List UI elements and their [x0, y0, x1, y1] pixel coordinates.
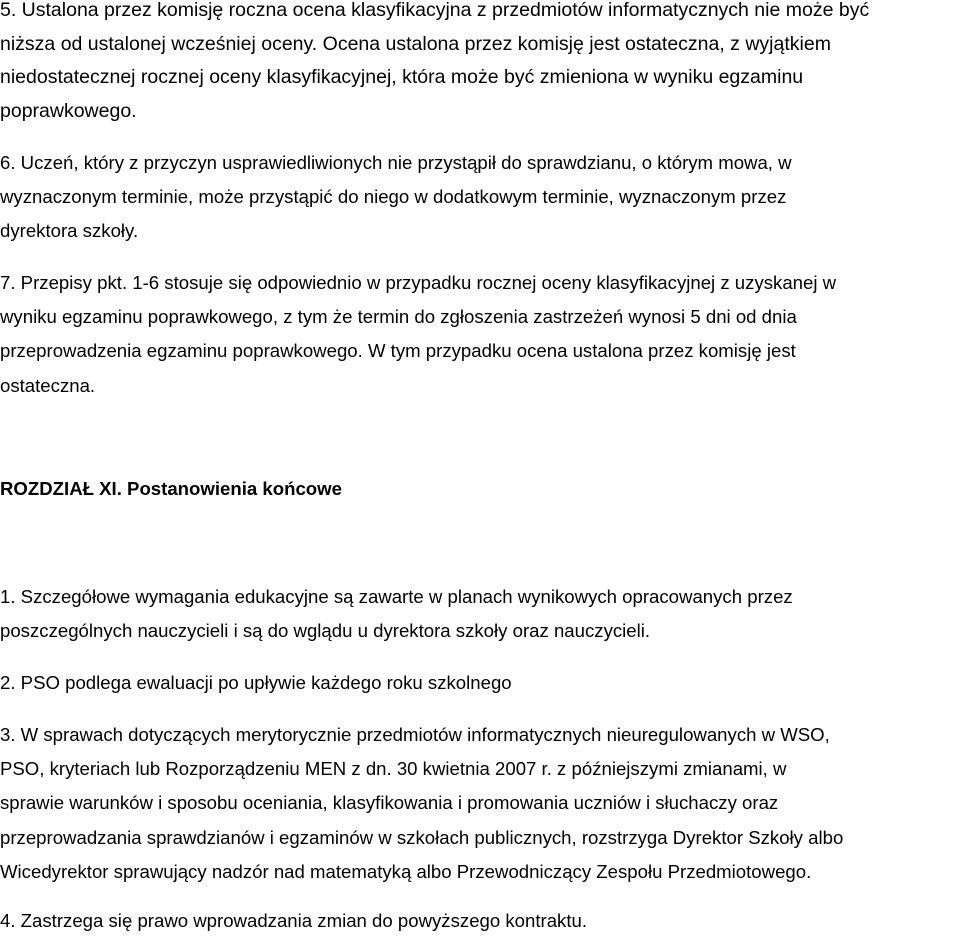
paragraph-line: przeprowadzania sprawdzianów i egzaminów w szkołach publicznych, rozstrzyga Dyrektor Szkoły albo [0, 826, 844, 848]
final-paragraph-1 [0, 580, 793, 648]
final-paragraph-3 [0, 718, 843, 889]
paragraph-line: 4. Zastrzega się prawo wprowadzania zmian do powyższego kontraktu. [0, 910, 588, 931]
paragraph-line: PSO, kryteriach lub Rozporządzeniu MEN z dn. 30 kwietnia 2007 r. z późniejszymi zmianami, w [0, 758, 787, 780]
paragraph-6 [0, 146, 792, 249]
paragraph-line: dyrektora szkoły. [0, 220, 139, 242]
paragraph-line: wyznaczonym terminie, może przystąpić do niego w dodatkowym terminie, wyznaczonym przez [0, 186, 787, 208]
paragraph-line: niedostatecznej rocznej oceny klasyfikacyjnej, która może być zmieniona w wyniku egzaminu [0, 66, 804, 89]
final-paragraph-2 [0, 666, 512, 700]
paragraph-line: 1. Szczegółowe wymagania edukacyjne są zawarte w planach wynikowych opracowanych przez [0, 586, 793, 607]
paragraph-line: 2. PSO podlega ewaluacji po upływie każdego roku szkolnego [0, 672, 512, 693]
paragraph-line: sprawie warunków i sposobu oceniania, klasyfikowania i promowania uczniów i słuchaczy oraz [0, 792, 779, 814]
paragraph-line: ostateczna. [0, 374, 96, 396]
paragraph-line: wyniku egzaminu poprawkowego, z tym że termin do zgłoszenia zastrzeżeń wynosi 5 dni od dnia [0, 306, 797, 328]
paragraph-line: 7. Przepisy pkt. 1-6 stosuje się odpowiednio w przypadku rocznej oceny klasyfikacyjnej z uzyskanej w [0, 272, 837, 293]
paragraph-5 [0, 0, 869, 128]
paragraph-line: 5. Ustalona przez komisję roczna ocena klasyfikacyjna z przedmiotów informatycznych nie może być [0, 0, 870, 21]
paragraph-line: przeprowadzenia egzaminu poprawkowego. W tym przypadku ocena ustalona przez komisję jest [0, 340, 796, 362]
chapter-heading: ROZDZIAŁ XI. Postanowienia końcowe [0, 478, 342, 499]
paragraph-line: niższa od ustalonej wcześniej oceny. Ocena ustalona przez komisję jest ostateczna, z wyjątkiem [0, 32, 831, 55]
paragraph-line: Wicedyrektor sprawujący nadzór nad matematyką albo Przewodniczący Zespołu Przedmiotowego. [0, 860, 812, 882]
paragraph-line: poszczególnych nauczycieli i są do wglądu u dyrektora szkoły oraz nauczycieli. [0, 620, 651, 642]
final-paragraph-4 [0, 904, 587, 938]
paragraph-line: poprawkowego. [0, 99, 137, 122]
paragraph-line: 3. W sprawach dotyczących merytorycznie przedmiotów informatycznych nieuregulowanych w WSO, [0, 724, 830, 745]
paragraph-7 [0, 266, 836, 403]
paragraph-line: 6. Uczeń, który z przyczyn usprawiedliwionych nie przystąpił do sprawdzianu, o którym mowa, w [0, 152, 792, 173]
